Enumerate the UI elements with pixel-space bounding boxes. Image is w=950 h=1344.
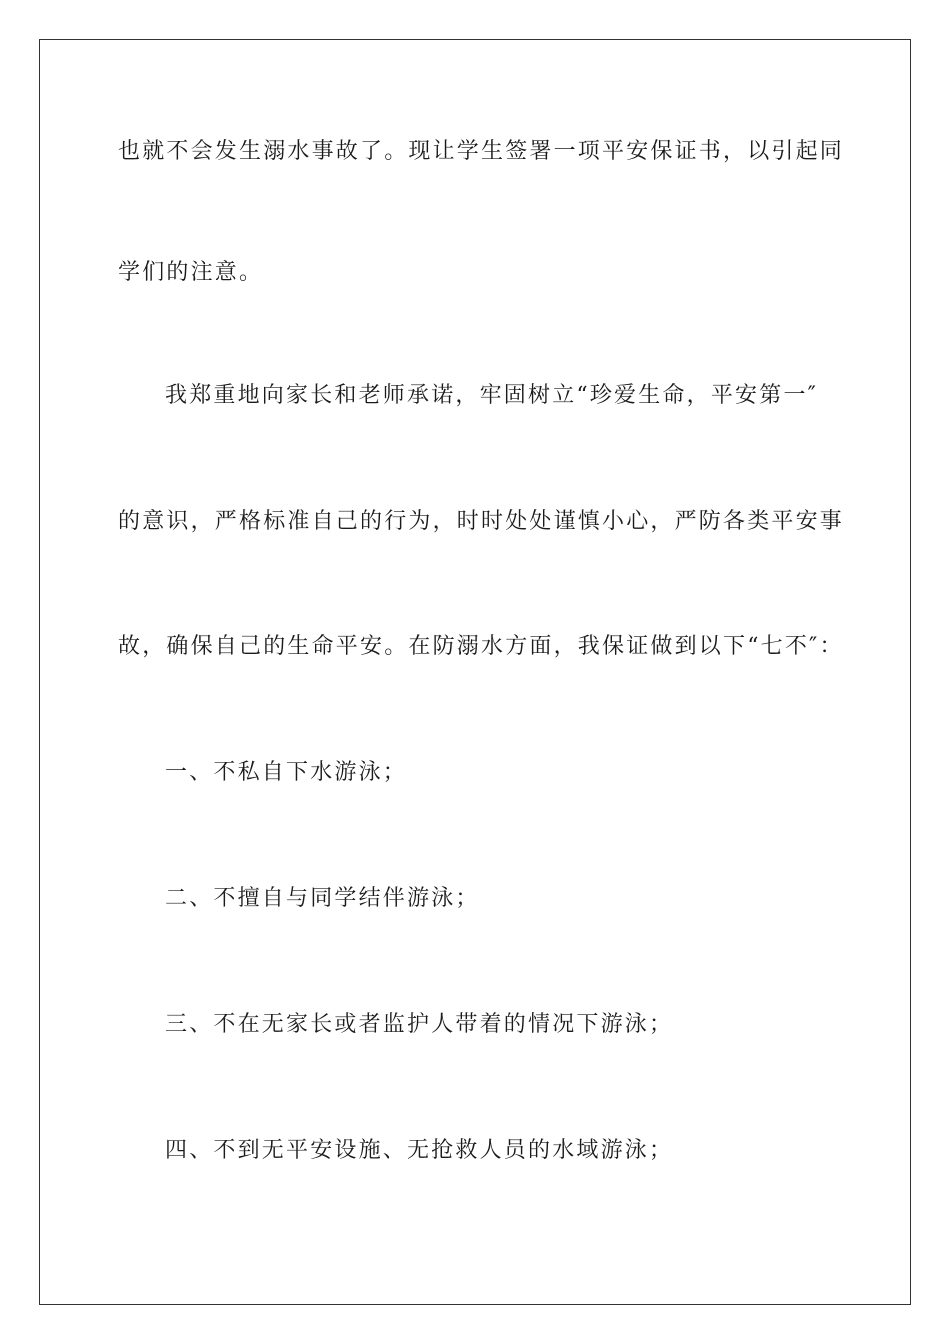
list-item-4: 四、不到无平安设施、无抢救人员的水域游泳； <box>165 1138 674 1163</box>
text-line-3: 我郑重地向家长和老师承诺，牢固树立“珍爱生命，平安第一″ <box>165 383 819 408</box>
text-line-4: 的意识，严格标准自己的行为，时时处处谨慎小心，严防各类平安事 <box>118 509 845 534</box>
text-line-1: 也就不会发生溺水事故了。现让学生签署一项平安保证书，以引起同 <box>118 139 845 164</box>
list-item-3: 三、不在无家长或者监护人带着的情况下游泳； <box>165 1012 674 1037</box>
list-item-1: 一、不私自下水游泳； <box>165 760 408 785</box>
text-line-2: 学们的注意。 <box>118 260 264 285</box>
text-line-5: 故，确保自己的生命平安。在防溺水方面，我保证做到以下“七不″： <box>118 634 844 659</box>
page-frame <box>39 39 911 1305</box>
list-item-2: 二、不擅自与同学结伴游泳； <box>165 886 480 911</box>
